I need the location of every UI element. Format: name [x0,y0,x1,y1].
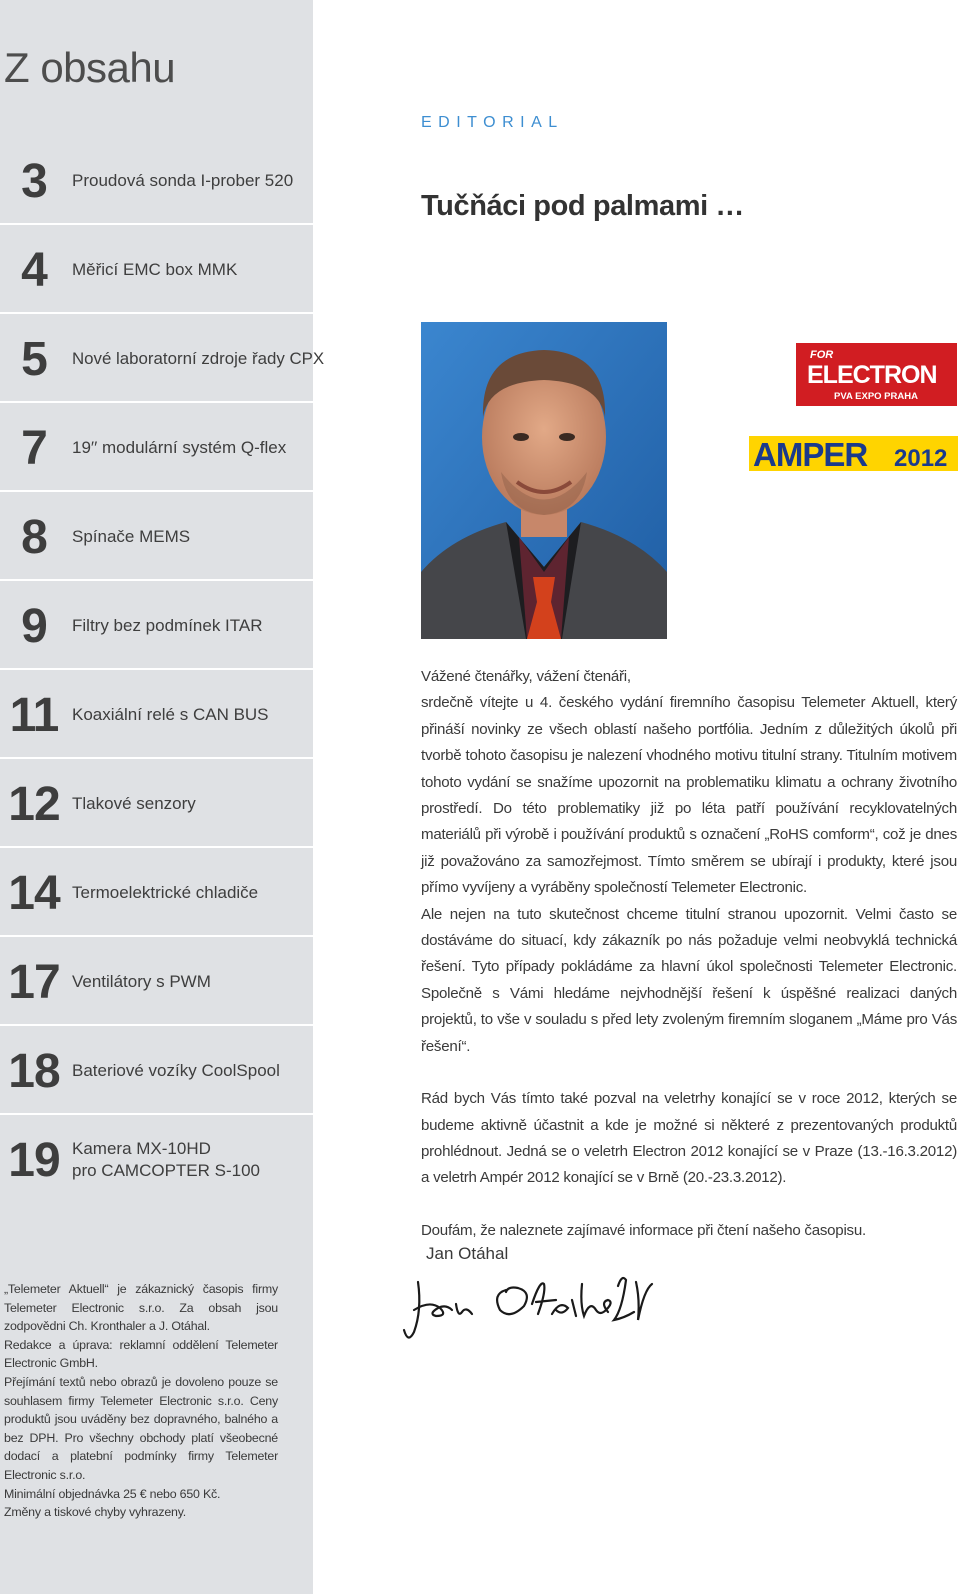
electron-logo-graphic [796,343,957,406]
amper-logo-year: 2012 [894,445,948,471]
toc-item-title-line: Kamera MX-10HD [72,1138,211,1158]
toc-item-title-line: Nové laboratorní zdroje řady CPX [72,348,325,368]
toc-item-title-line: Filtry bez podmínek ITAR [72,615,263,635]
toc-item-title [72,403,308,492]
amper-logo-main: AMPER [753,436,868,471]
electron-logo [796,343,957,406]
toc-item [0,1026,313,1115]
headline: Tučňáci pod palmami … [421,190,745,222]
toc-item [0,937,313,1026]
paragraph-1: srdečně vítejte u 4. českého vydání firemního časopisu Telemeter Aktuell, který přináší novinky ze všech oblastí našeho portfólia. Jedním z důležitých úkolů při tvorbě tohoto časopisu je nalezení vhodného motivu titulní strany. Titulním motivem tohoto vydání se snažíme upozornit na problematiku klimatu a ochrany životního prostředí. Do této problematiky již po léta patří používání recyklovatelných materiálů při výrobě i používání produktů s označení „RoHS comform“, což je dnes již považováno za samozřejmost. Tímto směrem se ubírají i produkty, které jsou přímo vyvíjeny a vyráběny společností Telemeter Electronic. [421,694,957,897]
toc-page-number: 18 [8,1045,60,1098]
toc-item [0,670,313,759]
toc-item-title-line: pro CAMCOPTER S-100 [72,1160,260,1180]
author-photo [421,322,667,639]
toc-item [0,581,313,670]
toc-item [0,848,313,937]
toc-item-title-line: Ventilátory s PWM [72,971,211,991]
toc-page-number: 9 [21,600,47,653]
toc-item-title [72,937,308,1026]
paragraph-3: Rád bych Vás tímto také pozval na veletrhy konající se v roce 2012, kterých se budeme aktivně účastnit a kde je možné si některé z prezentovaných produktů prohlédnout. Jedná se o veletrh Electron 2012 konající se v Praze (13.-16.3.2012) a veletrh Ampér 2012 konající se v Brně (20.-23.3.2012). [421,1090,957,1187]
toc-item-title [72,759,308,848]
editorial-body [421,664,957,1244]
signature [400,1270,670,1350]
toc-item-title [72,848,308,937]
toc-page-number: 12 [8,778,60,831]
toc-page-number: 3 [21,155,47,208]
toc-page-number: 5 [21,333,47,386]
electron-logo-main: ELECTRON [807,361,937,389]
imprint-line: Minimální objednávka 25 € nebo 650 Kč. [4,1486,221,1501]
toc-item [0,1115,313,1204]
toc-item-title-line: Bateriové vozíky CoolSpool [72,1060,280,1080]
toc-item-title [72,1115,308,1204]
imprint-line: „Telemeter Aktuell“ je zákaznický časopis firmy Telemeter Electronic s.r.o. Za obsah jsou zodpovědni Ch. Kronthaler a J. Otáhal. [4,1282,278,1334]
sidebar [0,0,325,1594]
electron-logo-sub: PVA EXPO PRAHA [834,391,918,402]
toc-item-title-line: Měřicí EMC box MMK [72,259,238,279]
greeting: Vážené čtenářky, vážení čtenáři, [421,668,631,685]
toc-heading: Z obsahu [4,44,176,91]
toc-item-title [72,581,308,670]
toc-item-title [72,314,325,403]
imprint-line: Změny a tiskové chyby vyhrazeny. [4,1505,187,1520]
paragraph-4: Doufám, že naleznete zajímavé informace při čtení našeho časopisu. [421,1221,866,1239]
imprint-line: Redakce a úprava: reklamní oddělení Telemeter Electronic GmbH. [4,1337,278,1371]
section-label: EDITORIAL [421,114,564,131]
toc-item-title [72,136,308,225]
amper-logo [749,436,958,471]
toc-item-title [72,492,308,581]
imprint [4,1280,278,1522]
toc-page-number: 14 [8,867,60,920]
imprint-line: Přejímání textů nebo obrazů je dovoleno pouze se souhlasem firmy Telemeter Electronic s.r.o. Ceny produktů jsou uváděny bez dopravného, balného a bez DPH. Pro všechny obchody platí všeobecné dodací a platební podmínky firmy Telemeter Electronic s.r.o. [4,1374,278,1482]
toc-item-title-line: Spínače MEMS [72,526,191,546]
amper-logo-graphic [749,436,958,471]
toc-item [0,492,313,581]
author-name: Jan Otáhal [426,1244,509,1263]
toc-item-title-line: Termoelektrické chladiče [72,882,259,902]
paragraph-2: Ale nejen na tuto skutečnost chceme titulní stranou upozornit. Velmi často se dostáváme do situací, kdy zákazník po nás požaduje velmi neobvyklá technická řešení. Tyto případy pokládáme za hlavní úkol společnosti Telemeter Electronic. Společně s Vámi hledáme nejvhodnější řešení k úspěšné realizaci daných projektů, to vše v souladu s před lety zvoleným firemním sloganem „Máme pro Vás řešení“. [421,905,957,1055]
toc-item-title-line: Koaxiální relé s CAN BUS [72,704,269,724]
toc-item-title-line: 19′′ modulární systém Q-flex [72,437,287,457]
toc-page-number: 7 [21,422,47,475]
toc-list [0,136,325,1204]
toc-item [0,403,313,492]
toc-item [0,225,313,314]
toc-page-number: 11 [9,689,59,742]
toc-page-number: 4 [21,244,47,297]
toc-item [0,759,313,848]
toc-item [0,136,313,225]
toc-page-number: 17 [8,956,60,1009]
toc-item-title-line: Tlakové senzory [72,793,196,813]
toc-item-title [72,225,308,314]
portrait-illustration [421,322,667,639]
toc-item [0,314,325,403]
toc-item-title [72,670,308,759]
toc-page-number: 19 [8,1134,60,1187]
toc-item-title-line: Proudová sonda I-prober 520 [72,170,294,190]
toc-item-title [72,1026,308,1115]
electron-logo-top: FOR [810,349,834,361]
toc-page-number: 8 [21,511,47,564]
